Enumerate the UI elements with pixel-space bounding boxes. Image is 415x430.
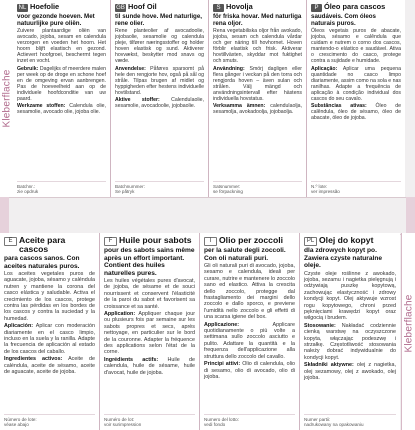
ingredients-text: Calendulaolie, sesamolie, avocadoolie, jojobaolie. [115,97,204,110]
product-title: Olio per zoccoli [219,235,283,245]
ingredients [204,361,295,380]
description: Les huiles végétales pures d'avocat, de jojoba, de sésame et de souci nourrissent et conservent l'élasticité de la paroi du sabot et favorisent sa croissance et sa santé. [104,278,195,310]
usage-label: Användning: [213,65,245,72]
batch-label: Número de lote: [4,416,37,422]
product-title: Óleo para cascos [324,2,386,11]
product-subtitle: pour des sabots sains même après un effort important. Contient des huiles naturelles pures. [104,247,195,277]
batch-note: voir surimpression [104,421,142,427]
sheet-gap [0,197,415,235]
ingredients-label: Substâncias ativas: [311,103,367,110]
batch-label: Batchnummer: [115,183,145,189]
usage-text: Aplicar con moderación diariamente en el casco limpio, incluso en la suela y la ranilla. Adapte la frecuencia de aplicación al estado de los cascos del caballo. [4,323,95,355]
batch-footer [213,181,302,194]
ingredients-text: olej z nagietka, olej sezamowy, olej z awokado, olej jojoba. [304,362,396,381]
product-subtitle: saudáveis. Com óleos naturais puros. [311,13,376,27]
usage-label: Stosowanie: [304,322,336,329]
ingredients-label: Ingredientes activos: [4,356,63,363]
ingredients [17,103,106,115]
batch-footer [311,181,401,194]
ingredients-text: Calendula olie, sesamolie, avocado olie, jojoba olie. [17,103,106,116]
language-code: GB [116,5,125,11]
usage-label: Aplicación: [4,323,34,330]
batch-note: vedi fondo [204,421,226,427]
language-code: PL [304,237,317,246]
ingredients [104,357,195,376]
product-title: Aceite para cascos [19,235,66,254]
usage-text: Appliquer chaque jour ou plusieurs fois par semaine sur les sabots propres et secs, après nettoyage, en particulier sur le bord de la couronne. Adapter la fréquence des applications selon l'état de la corne. [104,311,195,356]
description: Rena vegetabiliska oljor från avokado, jojoba, sesam och calendula vårdar och ger näring till hovhornet. Hoven förblir elastisk och frisk. Aktiverar hovtillväxten, skyddar mot fuktighet och smuts. [213,28,302,65]
usage-text: Nakładać codziennie cienką warstwę na oczyszczone kopyta, włączając podeszwę i strzałkę. Częstotliwość stosowania należy dobrać indywidualnie do kondycji kopyt. [304,322,396,361]
batch-note: nadrukowany na opakowaniu [304,421,364,427]
usage-label: Applicazione: [204,321,240,328]
batch-note: zie opdruk [17,188,39,194]
adhesive-tab-left [0,0,14,197]
ingredients-label: Principi attivi: [204,361,241,368]
product-title: Huile pour sabots [119,235,192,245]
language-code: NL [18,5,27,11]
panels-top [13,0,405,197]
usage-label: Anvendelse: [115,65,146,72]
usage [104,311,195,356]
usage [115,66,204,96]
batch-note: ver impressão [311,188,340,194]
label-panel [0,233,100,430]
batch-footer [17,181,106,194]
label-panel [13,0,111,197]
ingredients-label: Ingrédients actifs: [104,356,159,363]
product-subtitle: dla zdrowych kopyt po. Zawiera czyste naturalne oleje. [304,247,383,269]
product-subtitle: per la salute degli zoccoli. Con oli naturali puri. [204,247,286,262]
product-title: Hoof Oil [128,2,157,11]
label-panel [300,233,400,430]
adhesive-tab-right [401,233,415,430]
product-title: Olej do kopyt [319,235,374,245]
description: Rene planteolier af avocadoolie, jojobaolie, sesamolie og calendula pleje, tilfører næringsstoffer og holder hoven elastisk og sund. Aktiverer hovvækst, beskytter mod snavs og væde. [115,28,204,65]
usage-text: Dagelijks of meerdere malen per week op de droge en schone hoef en de omgeving ervan aanbrengen. Pas de hoeveelheid aan op de individuele hoofdconditie van uw paard. [17,65,106,103]
product-subtitle: voor gezonde hoeven. Met natuurlijke pure oliën. [17,13,95,27]
side-brand-right: Kleberflache [403,294,415,352]
batch-label: N.º lote: [311,183,328,189]
usage [311,66,401,103]
product-subtitle: para cascos sanos. Con aceites naturales puros. [4,255,80,270]
usage-label: Gebruik: [17,65,39,72]
description: Czyste oleje roślinne z awokado, jojoba, sezamu i nagietka pielęgnują i odżywiają puszkę kopytową, zachowując elastyczność i zdrowy kondycji kopyt. Olej aktywuje wzrost rogu kopytowego, chroni przed pęknięciami krawędzi kopyt oraz wilgocią i brudem. [304,270,396,322]
ingredients-text: Aceite de caléndula, aceite de sésamo, aceite de aguacate, aceite de jojoba. [4,356,95,376]
batch-note: se förpackning [213,188,243,194]
usage [304,323,396,361]
batch-label: Batchnr.: [17,183,36,189]
usage [213,66,302,103]
label-panel [307,0,405,197]
side-brand-left: Kleberflache [1,69,13,127]
gap-marker-right [406,197,415,233]
language-code: F [104,237,117,246]
gap-marker-left [0,197,9,233]
batch-note: Se påtryk [115,188,135,194]
product-subtitle: til sunde hove. Med naturlige, rene olier. [115,13,202,27]
usage-text: Aplicar uma pequena quantidade no casco limpo diariamente, assim como na sola e nas ranilhas. Adapte a frequência de aplicação à condição individual dos cascos do seu cavalo. [311,65,401,103]
label-panel [200,233,300,430]
description: Gli oli naturali puri di avocado, jojoba, sesamo e calendula, ideali per curare, nutrire e mantenere lo zoccolo sano ed elastico. Attiva la crescita dello zoccolo, protegge dal frastagliamento dei margini dello zoccolo e dallo sporco, e previene l'umidità nello zoccolo e gli effetti di una scarsa igiene del box. [204,263,295,321]
usage-text: Påføres sparsomt på hele den rengjorte hov, også på sål og stråle. Tilpas brugen af midlet og hyppigheden efter hestens individuelle hovtilstand. [115,65,204,96]
usage [17,66,106,103]
ingredients [115,97,204,109]
ingredients-label: Werkzame stoffen: [17,103,66,110]
batch-footer [115,181,204,194]
ingredients-text: Óleo de calêndula, óleo de sésamo, óleo de abacate, óleo de jojoba. [311,103,401,122]
ingredients-text: calendulaolja, sesamolja, avokadoolja, jojobaolja. [213,103,302,116]
ingredients [4,356,95,375]
ingredients-label: Składniki aktywne: [304,362,354,369]
usage [4,323,95,355]
language-code: P [311,4,322,12]
ingredients-label: Verksamma ämnen: [213,103,266,110]
product-subtitle: för friska hovar. Med naturliga rena oljor. [213,13,302,27]
batch-note: véase abajo [4,421,29,427]
label-panel [111,0,209,197]
ingredients [213,103,302,115]
usage [204,322,295,360]
usage-text: Smörj dagligen eller flera gånger i veckan på den torra och rengjorda hoven – även sulan och strålen. Välj mängd och användningsintervall efter hästens individuella hovstatus. [213,65,302,103]
language-code: I [204,237,217,246]
batch-footer [204,414,295,427]
batch-label: Numer partii: [304,416,331,422]
batch-label: Numéro de lot: [104,416,135,422]
panels-bottom [0,233,400,430]
label-panel [209,0,307,197]
description: Los aceites vegetales puros de aguacate, jojoba, sésamo y caléndula nutren y mantiene la corona del casco elástica y saludable. Activa el crecimiento de los cascos, protege contra las pérdidas en los bordes de los cascos y contra la suciedad y la humedad. [4,271,95,322]
description: Óleos vegetais puros de abacate, jojoba, sésamo e calêndula que cuidam e nutrem o corno dos cascos, mantendo-o elástico e saudável. Ativa o crescimento do casco, protege contra a sujidade e humidade. [311,28,401,65]
product-title: Hovolja [226,2,253,11]
ingredients-text: Huile de calendula, huile de sésame, huile d'avocat, huile de jojoba. [104,356,196,376]
batch-label: Numero del lotto: [204,416,239,422]
batch-label: Satsnummer: [213,183,241,189]
label-panel [100,233,200,430]
label-row-top [0,0,415,197]
ingredients [311,103,401,121]
ingredients-label: Aktive stoffer: [115,97,160,104]
batch-footer [4,414,95,427]
language-code: E [4,237,17,246]
usage-label: Aplicação: [311,65,338,72]
usage-text: Applicare quotidianamente o più volte a settimana sullo zoccolo asciutto e pulito. Adattare la quantità e la frequenza dell'applicazione alla struttura dello zoccolo del cavallo. [204,321,295,360]
ingredients-text: Olio di calendula, olio di sesamo, olio di avocado, olio di jojoba. [204,361,296,380]
batch-footer [104,414,195,427]
batch-footer [304,414,396,427]
label-row-bottom [0,233,415,430]
description: Zuivere plantaardige oliën van avocado, jojoba, sesam en calendula verzorgen en voeden het hoorn. Het hoorn blijft elastisch en gezond. Actievert hoofgroei, beschermt tegen inzet en vocht. [17,28,106,65]
language-code: S [213,4,224,12]
product-title: Hoefolie [30,2,60,11]
ingredients [304,362,396,381]
usage-label: Application: [104,311,136,318]
